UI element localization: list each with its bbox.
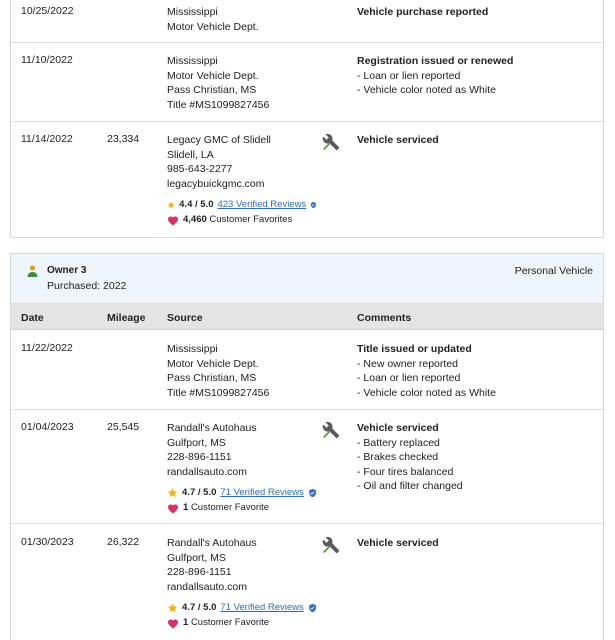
source-line: Motor Vehicle Dept. [167,20,259,33]
record-source [167,421,317,516]
verified-shield-icon [308,488,317,498]
owner-header [11,254,603,304]
rating-row [167,600,317,615]
verified-reviews-link[interactable]: 423 Verified Reviews [217,198,307,210]
table-header [11,304,603,330]
record-source [167,54,317,112]
comment-item: - Loan or lien reported [357,69,461,82]
rating-value: 4.4 / 5.0 [179,198,214,210]
favorites-row [167,212,317,228]
favorites-count: 1 [183,617,189,629]
record-source [167,342,317,400]
comment-item: - Loan or lien reported [357,372,461,385]
comment-title: Vehicle serviced [357,422,439,434]
source-line: Mississippi [167,343,218,355]
record-source [167,133,317,228]
col-date-header: Date [21,312,44,324]
history-card-owner-3 [10,253,604,640]
source-line: 985-643-2277 [167,163,233,176]
owner-vehicle-type: Personal Vehicle [514,265,593,277]
heart-icon [167,503,179,514]
heart-icon [167,618,179,629]
rating-row [167,485,317,500]
source-line: Slidell, LA [167,148,214,161]
record-date: 11/22/2022 [21,342,73,354]
comment-item: - Oil and filter changed [357,480,463,493]
row-divider [11,121,603,122]
source-line: Mississippi [167,6,218,18]
heart-icon [167,215,179,226]
comment-title: Title issued or updated [357,343,472,355]
record-comments [357,536,597,551]
history-card-owner-2 [10,0,604,238]
comment-title: Registration issued or renewed [357,55,514,67]
col-mileage-header: Mileage [107,312,146,324]
record-date: 01/04/2023 [21,421,74,433]
verified-shield-icon [310,200,317,210]
source-line: 228-896-1151 [167,566,232,579]
star-icon [167,199,175,211]
owner-purchased: Purchased: 2022 [47,280,127,292]
source-line: randallsauto.com [167,580,247,593]
record-date: 01/30/2023 [21,536,74,548]
record-comments [357,342,597,400]
source-line: Motor Vehicle Dept. [167,69,259,82]
record-mileage: 26,322 [107,536,140,548]
source-line: Motor Vehicle Dept. [167,357,259,370]
comment-item: - Battery replaced [357,436,440,449]
rating-value: 4.7 / 5.0 [182,486,217,498]
verified-reviews-link[interactable]: 71 Verified Reviews [220,486,304,498]
verified-shield-icon [308,603,317,613]
source-line: Gulfport, MS [167,436,226,449]
favorites-label: Customer Favorites [209,214,293,226]
favorites-label: Customer Favorite [190,502,270,514]
verified-reviews-link[interactable]: 71 Verified Reviews [220,601,304,613]
source-line: Randall's Autohaus [167,422,257,434]
source-line: Mississippi [167,55,218,67]
record-mileage: 25,545 [107,421,140,433]
record-date: 11/10/2022 [21,54,73,66]
record-source [167,5,317,34]
record-comments [357,54,597,98]
source-line: Pass Christian, MS [167,372,257,385]
comment-title: Vehicle serviced [357,537,439,549]
person-icon [27,265,38,277]
record-comments [357,5,597,20]
comment-title: Vehicle purchase reported [357,6,489,18]
comment-item: - Vehicle color noted as White [357,84,496,97]
favorites-row [167,615,317,631]
record-source [167,536,317,631]
owner-title: Owner 3 [47,265,87,276]
source-line: Randall's Autohaus [167,537,257,549]
source-line: legacybuickgmc.com [167,177,265,190]
comment-item: - Brakes checked [357,451,439,464]
wrench-screwdriver-icon [322,421,340,439]
favorites-count: 4,460 [183,214,207,226]
star-icon [167,487,178,499]
source-line: Legacy GMC of Slidell [167,134,271,146]
record-mileage: 23,334 [107,133,140,145]
wrench-screwdriver-icon [322,133,340,151]
source-line: 228-896-1151 [167,451,232,464]
source-line: randallsauto.com [167,465,247,478]
favorites-label: Customer Favorite [190,617,270,629]
rating-row [167,197,317,212]
source-line: Gulfport, MS [167,551,226,564]
record-date: 10/25/2022 [21,5,74,17]
favorites-count: 1 [183,502,189,514]
record-date: 11/14/2022 [21,133,73,145]
source-line: Title #MS1099827456 [167,386,270,399]
comment-title: Vehicle serviced [357,134,439,146]
comment-item: - Four tires balanced [357,465,454,478]
comment-item: - New owner reported [357,357,458,370]
row-divider [11,523,603,524]
source-line: Pass Christian, MS [167,84,257,97]
col-source-header: Source [167,312,203,324]
col-comments-header: Comments [357,312,412,324]
star-icon [167,602,178,614]
rating-value: 4.7 / 5.0 [182,601,217,613]
wrench-screwdriver-icon [322,536,340,554]
favorites-row [167,500,317,516]
comment-item: - Vehicle color noted as White [357,386,496,399]
record-comments [357,133,597,148]
row-divider [11,42,603,43]
source-line: Title #MS1099827456 [167,98,270,111]
row-divider [11,409,603,410]
record-comments [357,421,597,494]
